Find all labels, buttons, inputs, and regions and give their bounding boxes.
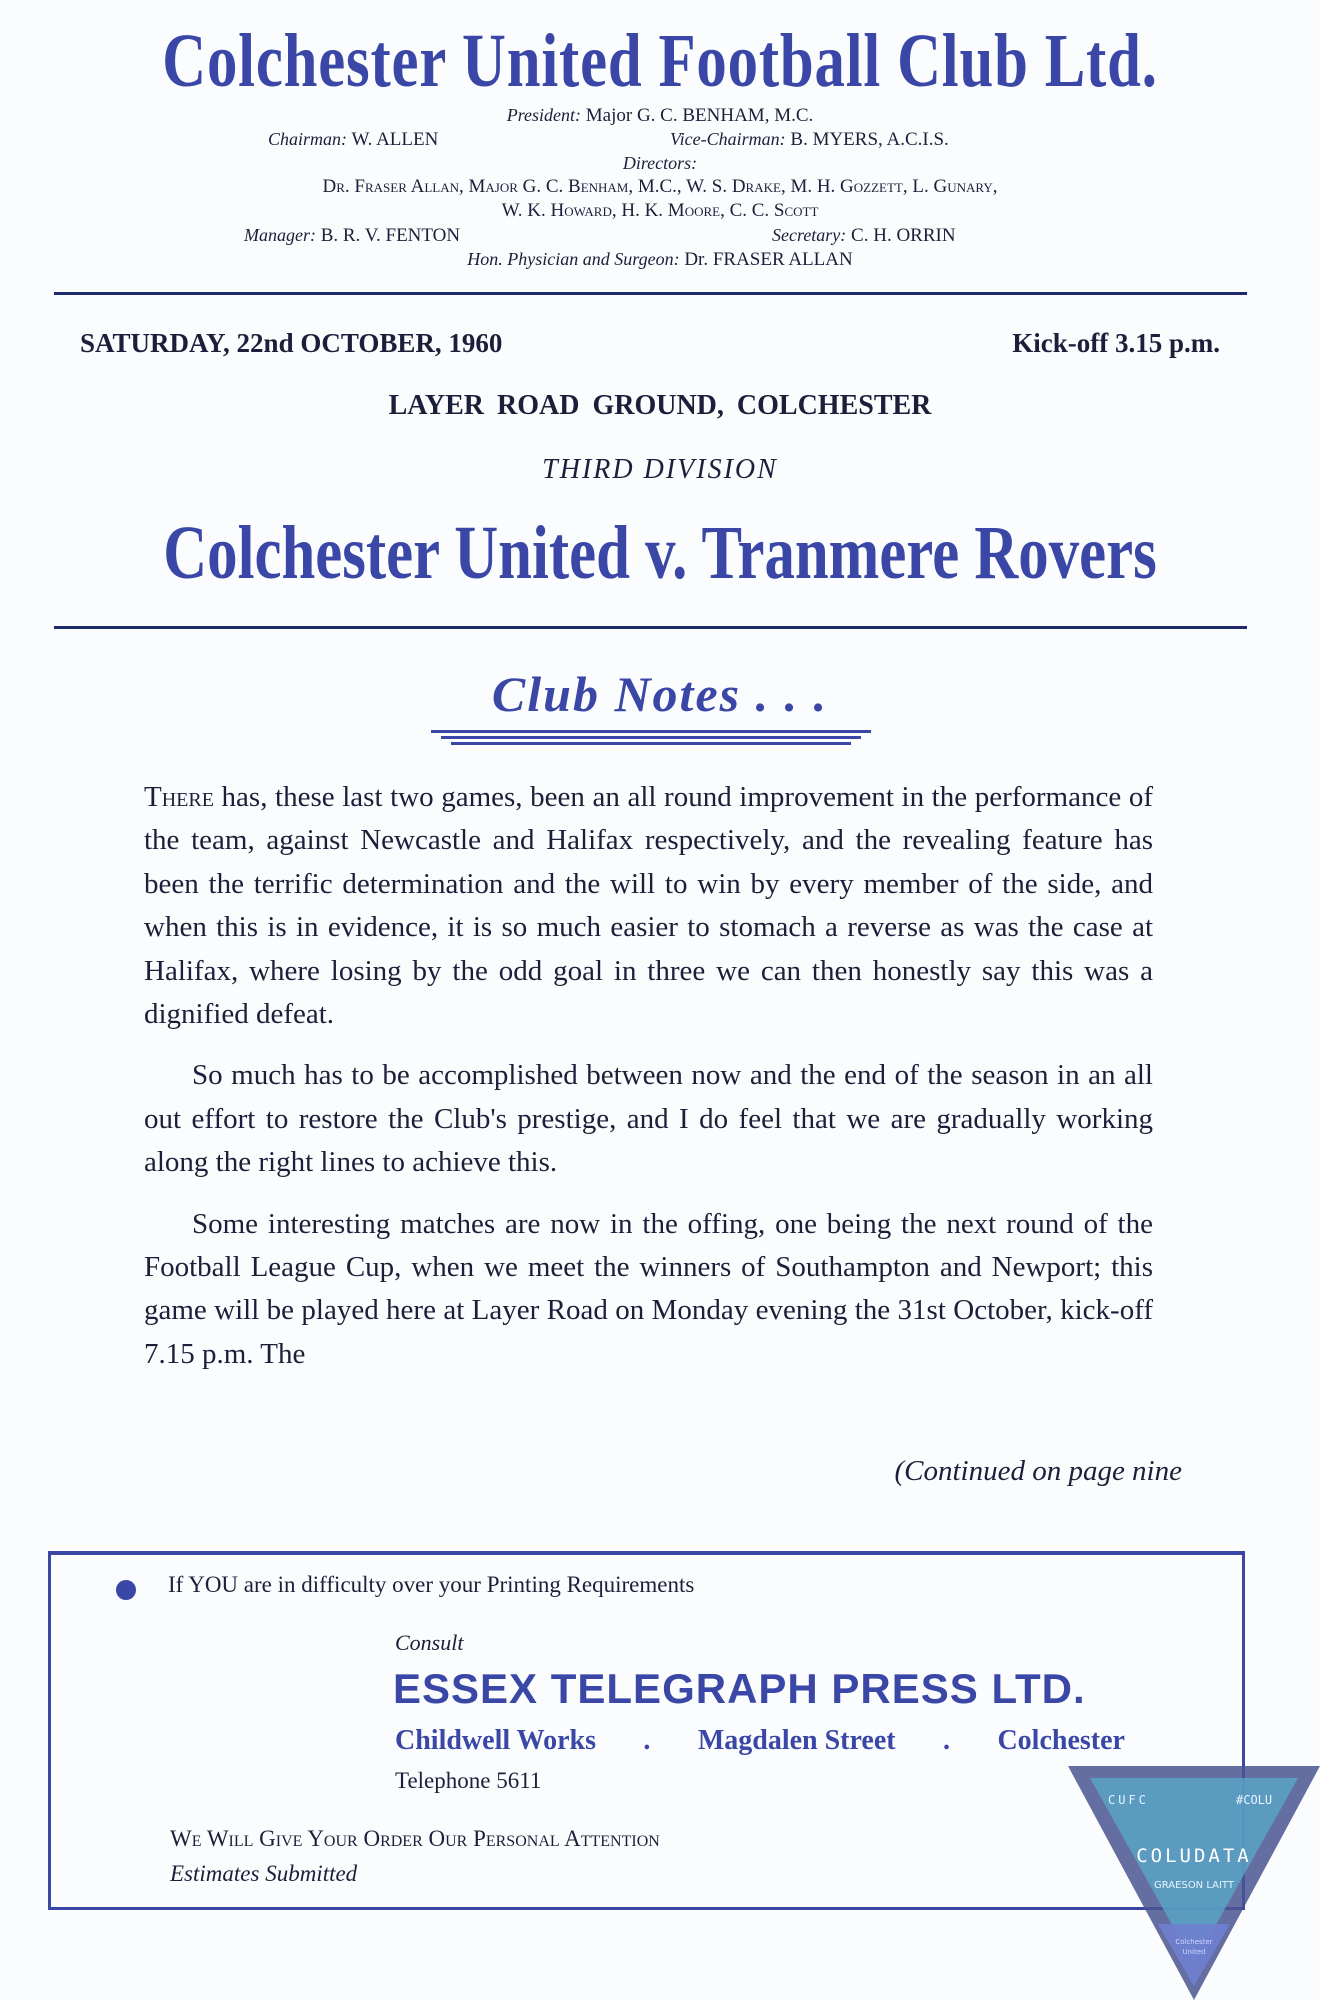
fixture-divider (54, 626, 1247, 629)
paragraph-lead-word: There (144, 781, 214, 813)
continued-note: (Continued on page nine (894, 1455, 1182, 1487)
president-name: Major G. C. BENHAM, M.C. (585, 105, 814, 126)
logo-text-right: #COLU (1236, 1793, 1273, 1807)
logo-title: COLUDATA (1136, 1845, 1252, 1867)
advert-address (395, 1725, 1125, 1757)
notes-paragraph-2: So much has to be accomplished between now and the end of the season in an all out effort to restore the Club's prestige, and I do feel that we are gradually working along the right lines to achieve this. (144, 1059, 1153, 1179)
vice-chairman-line (670, 126, 949, 153)
club-name-heading: Colchester United Football Club Ltd. (162, 19, 1158, 103)
chairman-line (268, 126, 438, 153)
paragraph-text: has, these last two games, been an all round improvement in the performance of the team, against Newcastle and Halifax respectively, and the revealing feature has been the terrific determination and the will to win by every member of the side, and when this is in evidence, it is so much easier to stomach a reverse as was the case at Halifax, where losing by the odd goal in three we can then honestly say this was a dignified defeat. (144, 781, 1153, 1031)
advert-telephone: Telephone 5611 (395, 1768, 542, 1793)
heading-underline (441, 736, 861, 739)
notes-paragraph-3: Some interesting matches are now in the offing, one being the next round of the Football League Cup, when we meet the winners of Southampton and Newport; this game will be played here at Layer Road on Monday evening the 31st October, kick-off 7.15 p.m. The (144, 1207, 1153, 1370)
address-separator: . (643, 1725, 651, 1756)
bullet-dot-icon (116, 1580, 136, 1600)
advert-company: ESSEX TELEGRAPH PRESS LTD. (393, 1665, 1086, 1712)
club-notes-body (144, 776, 1153, 1394)
vice-chairman-name: B. MYERS, A.C.I.S. (790, 129, 949, 150)
chairman-label: Chairman: (268, 129, 348, 149)
chairman-name: W. ALLEN (351, 129, 439, 150)
match-date: SATURDAY, 22nd OCTOBER, 1960 (80, 328, 503, 358)
coludata-watermark-logo (1068, 1764, 1320, 2000)
advert-promise: We Will Give Your Order Our Personal Attention (170, 1826, 660, 1851)
physician-label: Hon. Physician and Surgeon: (467, 249, 680, 269)
division-name: THIRD DIVISION (542, 454, 778, 485)
address-part: Colchester (997, 1725, 1125, 1756)
manager-name: B. R. V. FENTON (320, 225, 461, 246)
physician-line (0, 246, 1320, 273)
manager-label: Manager: (244, 225, 316, 245)
advert-intro: If YOU are in difficulty over your Printing Requirements (168, 1572, 695, 1597)
fixture-heading: Colchester United v. Tranmere Rovers (163, 511, 1157, 595)
directors-label: Directors: (622, 153, 698, 173)
logo-text-left: CUFC (1108, 1793, 1149, 1807)
vice-chairman-label: Vice-Chairman: (670, 129, 786, 149)
advert-consult: Consult (395, 1630, 464, 1655)
club-notes-heading: Club Notes . . . (491, 666, 829, 722)
heading-underline (451, 742, 851, 745)
heading-underline (431, 730, 871, 733)
president-line (0, 102, 1320, 129)
header-divider (54, 292, 1247, 295)
advert-estimates: Estimates Submitted (170, 1861, 358, 1886)
directors-line-1: Dr. Fraser Allan, Major G. C. Benham, M.C., W. S. Drake, M. H. Gozzett, L. Gunary, (322, 176, 998, 197)
logo-sub2: United (1182, 1948, 1206, 1956)
manager-line (244, 222, 460, 249)
directors-line-2: W. K. Howard, H. K. Moore, C. C. Scott (501, 200, 819, 221)
president-label: President: (506, 105, 582, 125)
address-part: Magdalen Street (697, 1725, 896, 1756)
ground-name: LAYER ROAD GROUND, COLCHESTER (388, 390, 932, 421)
address-part: Childwell Works (395, 1725, 596, 1756)
secretary-name: C. H. ORRIN (851, 225, 956, 246)
kickoff-time: Kick-off 3.15 p.m. (1012, 328, 1220, 358)
logo-sub1: Colchester (1175, 1938, 1213, 1946)
logo-author: GRAESON LAITT (1154, 1880, 1234, 1891)
secretary-line (772, 222, 956, 249)
physician-name: Dr. FRASER ALLAN (684, 249, 853, 270)
address-separator: . (943, 1725, 951, 1756)
notes-paragraph-1 (144, 776, 1153, 1036)
secretary-label: Secretary: (772, 225, 847, 245)
